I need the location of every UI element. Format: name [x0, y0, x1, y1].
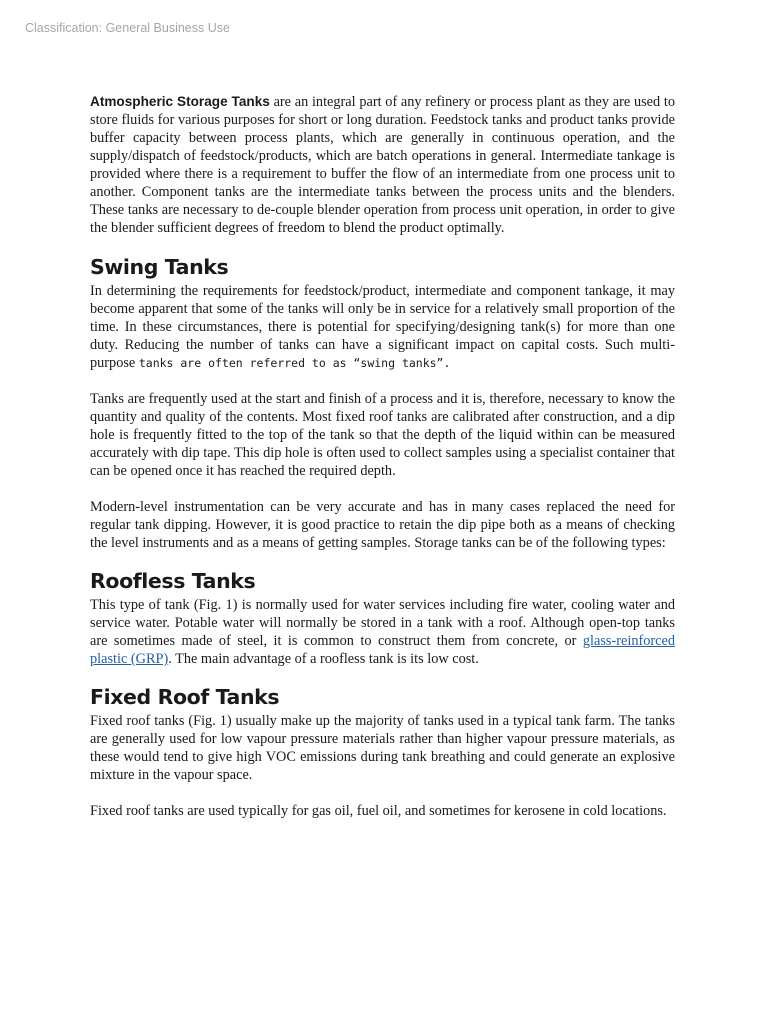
heading-roofless-tanks: Roofless Tanks [90, 569, 256, 593]
intro-paragraph [90, 93, 675, 237]
swing-paragraph-1 [90, 282, 675, 372]
roofless-text-after: . The main advantage of a roofless tank is its low cost. [168, 651, 479, 667]
swing-paragraph-2: Tanks are frequently used at the start and finish of a process and it is, therefore, necessary to know the quantity and quality of the contents. Most fixed roof tanks are calibrated after construction, and a dip hole is frequently fitted to the top of the tank so that the depth of the liquid within can be measured accurately with dip tape. This dip hole is often used to collect samples using a specialist container that can be opened once it has reached the required depth. [90, 391, 675, 479]
heading-swing-tanks: Swing Tanks [90, 255, 229, 279]
grp-link[interactable]: glass-reinforced plastic (GRP) [90, 633, 675, 667]
roofless-paragraph [90, 596, 675, 668]
intro-text: are an integral part of any refinery or process plant as they are used to store fluids for various purposes for short or long duration. Feedstock tanks and product tanks provide buffer capacity between process plants, which are generally in continuous operation, and the supply/dispatch of feedstock/products, which are batch operations in general. Intermediate tankage is provided where there is a requirement to buffer the flow of an intermediate from one process unit to another. Component tanks are the intermediate tanks between the process units and the blenders. These tanks are necessary to de-couple blender operation from process unit operation, in order to give the blender sufficient degrees of freedom to blend the product optimally. [90, 94, 675, 236]
classification-label: Classification: General Business Use [25, 21, 230, 35]
swing-p1-mono-text: tanks are often referred to as “swing tanks”. [138, 356, 451, 370]
intro-lead-term: Atmospheric Storage Tanks [90, 94, 270, 109]
fixed-paragraph-1: Fixed roof tanks (Fig. 1) usually make up the majority of tanks used in a typical tank farm. The tanks are generally used for low vapour pressure materials rather than higher vapour pressure materials, as these would tend to give high VOC emissions during tank breathing and could generate an explosive mixture in the vapour space. [90, 713, 675, 783]
fixed-paragraph-2: Fixed roof tanks are used typically for gas oil, fuel oil, and sometimes for kerosene in cold locations. [90, 803, 667, 819]
document-body [90, 93, 675, 820]
swing-paragraph-3: Modern-level instrumentation can be very accurate and has in many cases replaced the need for regular tank dipping. However, it is good practice to retain the dip pipe both as a means of checking the level instruments and as a means of getting samples. Storage tanks can be of the following types: [90, 499, 675, 551]
swing-p1-text: In determining the requirements for feedstock/product, intermediate and component tankage, it may become apparent that some of the tanks will only be in service for a relatively small proportion of the time. In these circumstances, there is potential for specifying/designing tank(s) for more than one duty. Reducing the number of tanks can have a significant impact on capital costs. Such multi-purpose [90, 283, 675, 371]
roofless-text-before: This type of tank (Fig. 1) is normally used for water services including fire water, cooling water and service water. Potable water will normally be stored in a tank with a roof. Although open-top tanks are sometimes made of steel, it is common to construct them from concrete, or [90, 597, 675, 649]
heading-fixed-roof-tanks: Fixed Roof Tanks [90, 685, 280, 709]
